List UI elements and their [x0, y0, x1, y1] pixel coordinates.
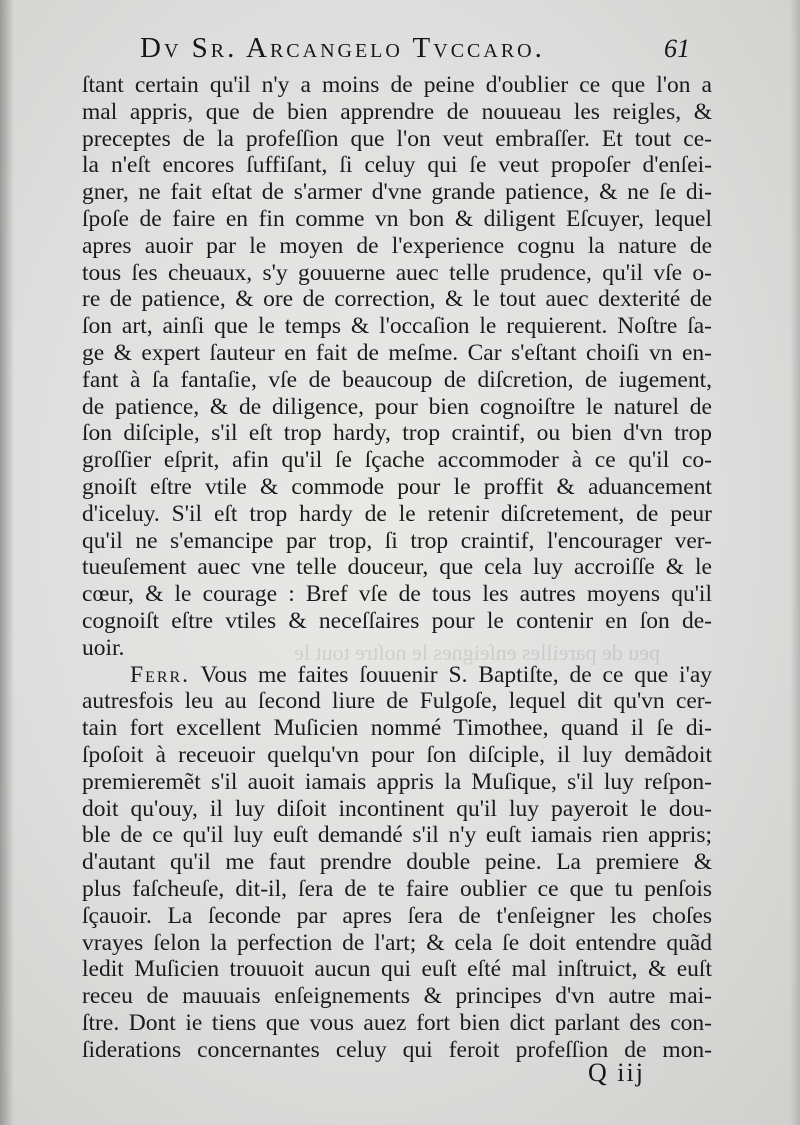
- text-line: de patience, & de diligence, pour bien cognoiſtre le naturel de: [82, 393, 712, 420]
- text-line: [82, 662, 712, 689]
- text-line: plus faſcheuſe, dit-il, ſera de te faire oublier ce que tu penſois: [82, 875, 712, 902]
- bleed-through-text: peu de pareilles enſeignes le noſtre tout le: [294, 640, 660, 665]
- text-line: ſpoſe de faire en fin comme vn bon & diligent Eſcuyer, lequel: [82, 205, 712, 232]
- text-line: re de patience, & ore de correction, & le tout auec dexterité de: [82, 286, 712, 313]
- text-line: mal appris, que de bien apprendre de nouueau les reigles, &: [82, 98, 712, 125]
- text-line: doit qu'ouy, il luy diſoit incontinent qu'il luy payeroit le dou-: [82, 795, 712, 822]
- text-line: qu'il ne s'emancipe par trop, ſi trop craintif, l'encourager ver-: [82, 527, 712, 554]
- text-line: ſon art, ainſi que le temps & l'occaſion le requierent. Noſtre ſa-: [82, 313, 712, 340]
- text-line: cognoiſt eſtre vtiles & neceſſaires pour le contenir en ſon de-: [82, 607, 712, 634]
- text-line: ſiderations concernantes celuy qui feroit profeſſion de mon-: [82, 1036, 712, 1063]
- text-line: autresfois leu au ſecond liure de Fulgoſe, lequel dit qu'vn cer-: [82, 688, 712, 715]
- text-line: tous ſes cheuaux, s'y gouuerne auec telle prudence, qu'il vſe o-: [82, 259, 712, 286]
- text-line: premieremẽt s'il auoit iamais appris la Muſique, s'il luy reſpon-: [82, 768, 712, 795]
- text-line: apres auoir par le moyen de l'experience cognu la nature de: [82, 232, 712, 259]
- text-line-content: Vous me faites ſouuenir S. Baptiſte, de ce que i'ay: [200, 661, 712, 688]
- text-line: uoir.: [82, 634, 125, 661]
- text-line: tain fort excellent Muſicien nommé Timothee, quand il ſe di-: [82, 715, 712, 742]
- text-line: d'autant qu'il me faut prendre double peine. La premiere &: [82, 849, 712, 876]
- paragraph-2: [82, 662, 712, 1064]
- text-line: d'iceluy. S'il eſt trop hardy de le retenir diſcretement, de peur: [82, 500, 712, 527]
- text-line: preceptes de la profeſſion que l'on veut embraſſer. Et tout ce-: [82, 125, 712, 152]
- text-line: tueuſement auec vne telle douceur, que cela luy accroiſſe & le: [82, 554, 712, 581]
- text-line: ſon diſciple, s'il eſt trop hardy, trop craintif, ou bien d'vn trop: [82, 420, 712, 447]
- signature-mark: Q iij: [588, 1058, 645, 1087]
- speaker-name: Ferr.: [130, 661, 191, 688]
- text-line: groſſier eſprit, afin qu'il ſe ſçache accommoder à ce qu'il co-: [82, 447, 712, 474]
- text-line: receu de mauuais enſeignements & principes d'vn autre mai-: [82, 983, 712, 1010]
- running-title: Dv Sr. Arcangelo Tvccaro.: [140, 32, 545, 64]
- body-text: [82, 72, 712, 1063]
- paragraph-1: [82, 72, 712, 662]
- page-edge-shadow-right: [790, 0, 800, 1125]
- text-line: ſçauoir. La ſeconde par apres ſera de t'enſeigner les choſes: [82, 902, 712, 929]
- text-line: ſtant certain qu'il n'y a moins de peine d'oublier ce que l'on a: [82, 72, 712, 98]
- text-line: fant à ſa fantaſie, vſe de beaucoup de diſcretion, de iugement,: [82, 366, 712, 393]
- text-line: ſpoſoit à receuoir quelqu'vn pour ſon diſciple, il luy demãdoit: [82, 741, 712, 768]
- text-line: ledit Muſicien trouuoit aucun qui euſt eſté mal inſtruict, & euſt: [82, 956, 712, 983]
- text-line: ble de ce qu'il luy euſt demandé s'il n'y euſt iamais rien appris;: [82, 822, 712, 849]
- running-head: [130, 32, 690, 72]
- text-line: ge & expert ſauteur en fait de meſme. Car s'eſtant choiſi vn en-: [82, 339, 712, 366]
- text-line: vrayes ſelon la perfection de l'art; & cela ſe doit entendre quãd: [82, 929, 712, 956]
- text-line: gner, ne fait eſtat de s'armer d'vne grande patience, & ne ſe di-: [82, 179, 712, 206]
- page-number: 61: [664, 34, 690, 63]
- text-line: la n'eſt encores ſuffiſant, ſi celuy qui ſe veut propoſer d'enſei-: [82, 152, 712, 179]
- text-line: cœur, & le courage : Bref vſe de tous les autres moyens qu'il: [82, 581, 712, 608]
- text-line: ſtre. Dont ie tiens que vous auez fort bien dict parlant des con-: [82, 1009, 712, 1036]
- text-line: gnoiſt eſtre vtile & commode pour le proffit & aduancement: [82, 473, 712, 500]
- page-edge-shadow-left: [0, 0, 14, 1125]
